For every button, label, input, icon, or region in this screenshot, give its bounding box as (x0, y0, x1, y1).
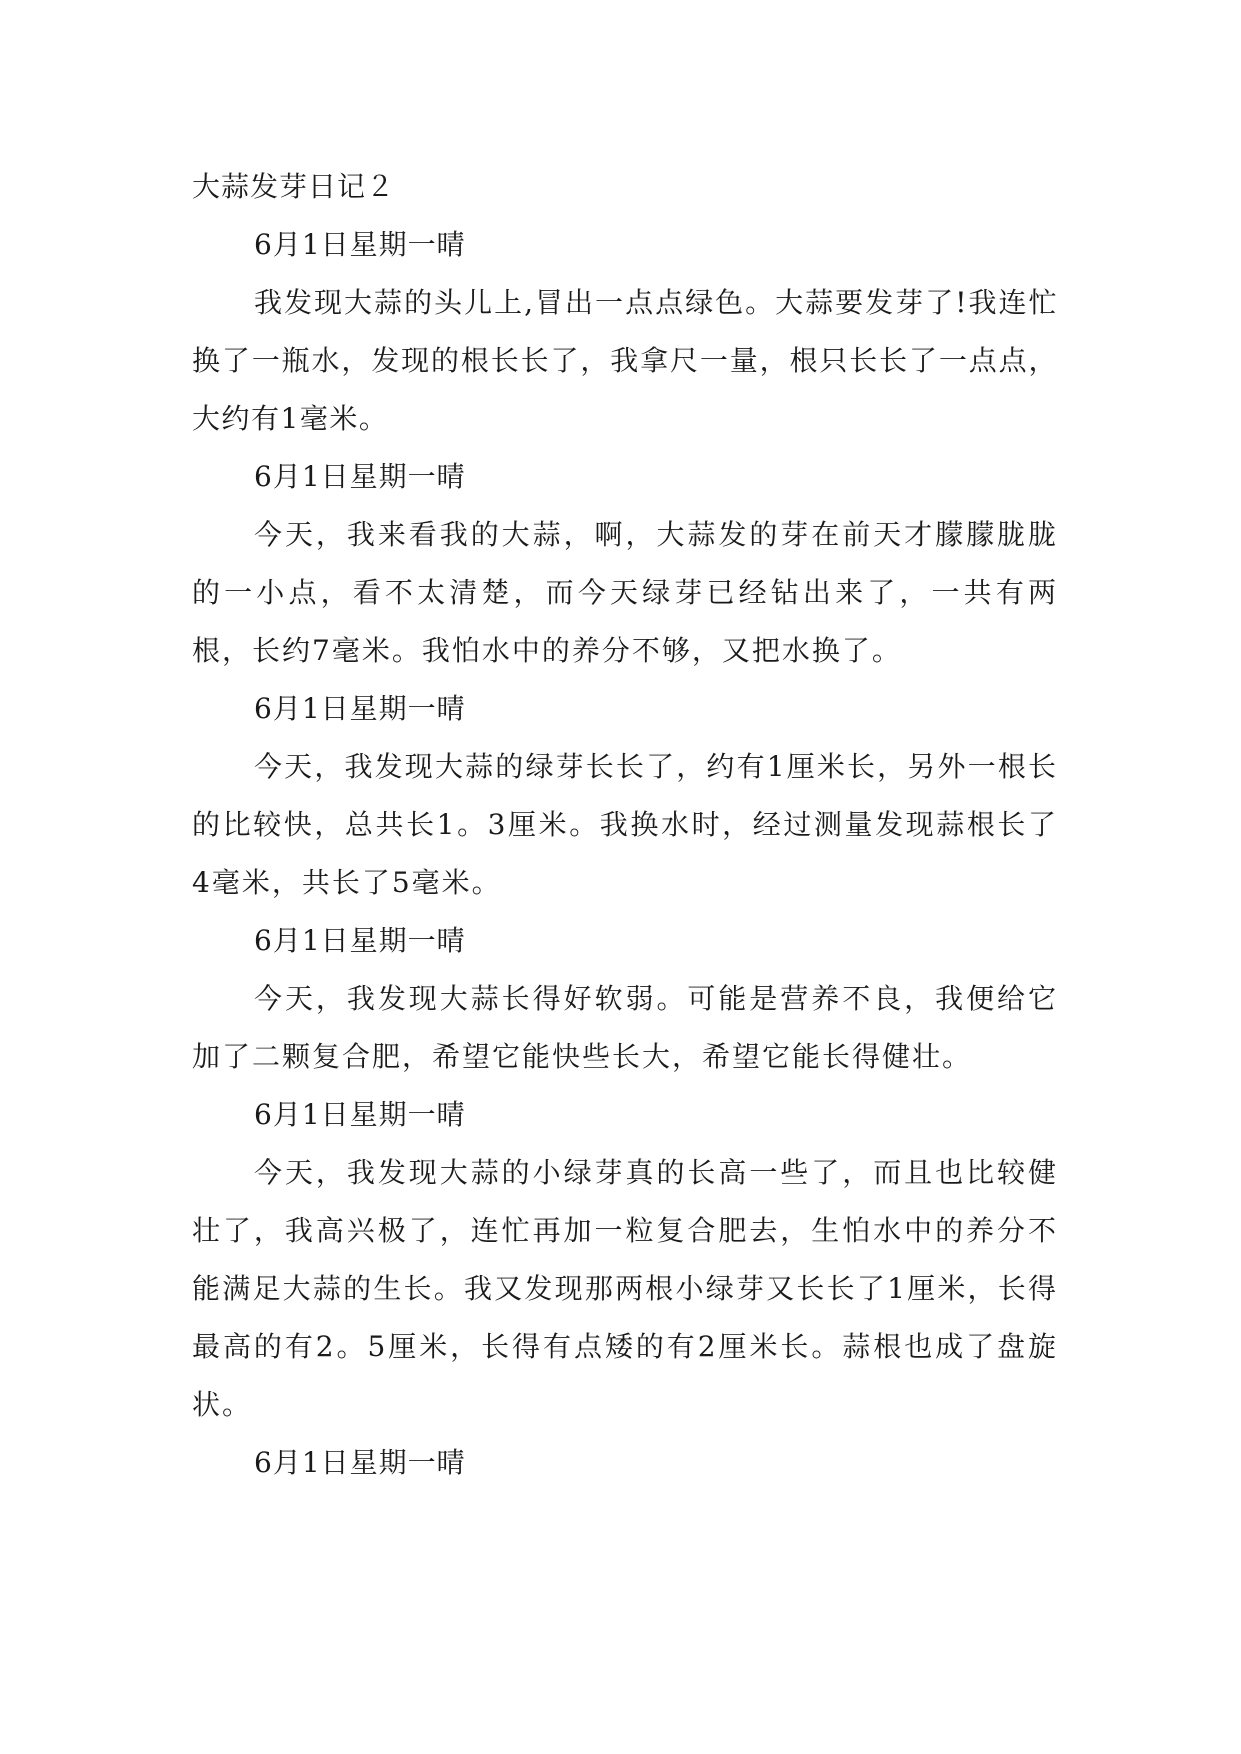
entry-text-5: 今天，我发现大蒜的小绿芽真的长高一些了，而且也比较健壮了，我高兴极了，连忙再加一粒复合肥去，生怕水中的养分不能满足大蒜的生长。我又发现那两根小绿芽又长长了1厘米，长得最高的有2。5厘米，长得有点矮的有2厘米长。蒜根也成了盘旋状。 (192, 1156, 1058, 1421)
entry-text-4: 今天，我发现大蒜长得好软弱。可能是营养不良，我便给它加了二颗复合肥，希望它能快些长大，希望它能长得健壮。 (192, 982, 1058, 1073)
entry-text-2: 今天，我来看我的大蒜，啊，大蒜发的芽在前天才朦朦胧胧的一小点，看不太清楚，而今天绿芽已经钻出来了，一共有两根，长约7毫米。我怕水中的养分不够，又把水换了。 (192, 518, 1058, 667)
document-title: 大蒜发芽日记２ (192, 170, 396, 203)
entry-text-1: 我发现大蒜的头儿上,冒出一点点绿色。大蒜要发芽了!我连忙换了一瓶水，发现的根长长了，我拿尺一量，根只长长了一点点，大约有1毫米。 (192, 286, 1058, 435)
document-body (192, 158, 1058, 1492)
entry-date-6: 6月1日星期一晴 (254, 1446, 466, 1479)
entry-date-3: 6月1日星期一晴 (254, 692, 466, 725)
entry-date-5: 6月1日星期一晴 (254, 1098, 466, 1131)
entry-text-3: 今天，我发现大蒜的绿芽长长了，约有1厘米长，另外一根长的比较快，总共长1。3厘米。我换水时，经过测量发现蒜根长了4毫米，共长了5毫米。 (192, 750, 1058, 899)
entry-date-1: 6月1日星期一晴 (254, 228, 466, 261)
entry-date-4: 6月1日星期一晴 (254, 924, 466, 957)
entry-date-2: 6月1日星期一晴 (254, 460, 466, 493)
